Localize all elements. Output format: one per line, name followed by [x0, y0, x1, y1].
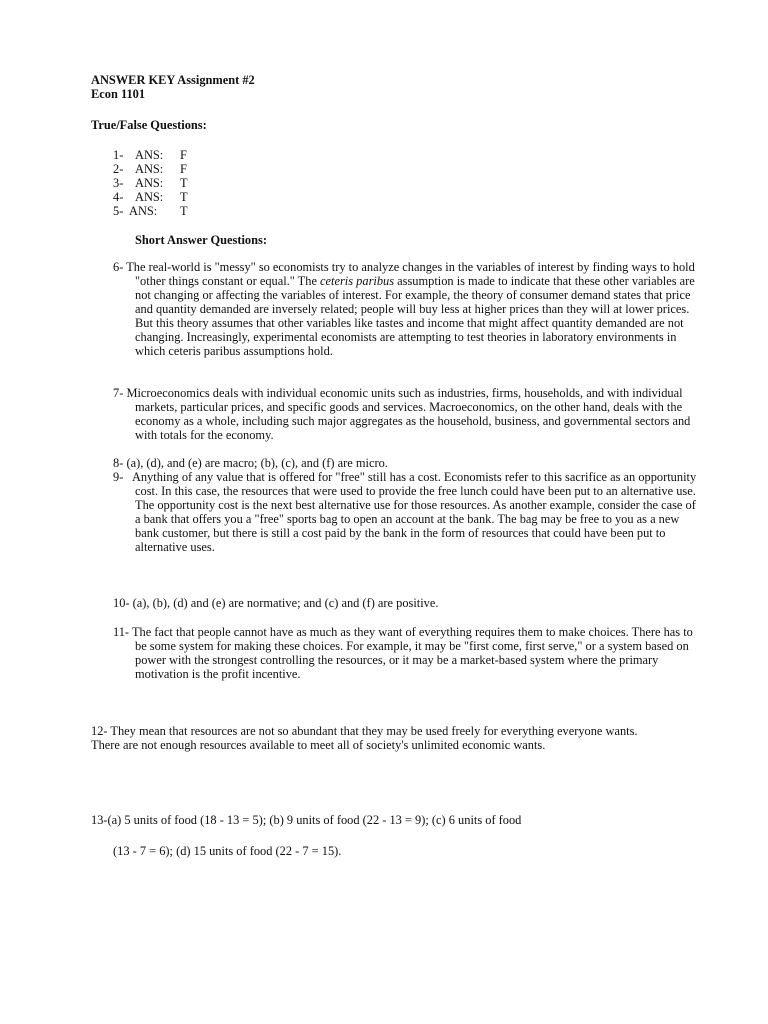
tf-answer-4: 4- ANS: T	[113, 190, 188, 204]
answer-12: 12- They mean that resources are not so abundant that they may be used freely for everything everyone wants. There are not enough resources available to meet all of society's unlimited economic wants.	[91, 724, 638, 752]
short-answer-heading: Short Answer Questions:	[135, 233, 267, 247]
course-name: Econ 1101	[91, 87, 146, 101]
tf-answer-3: 3- ANS: T	[113, 176, 188, 190]
answer-9: 9- Anything of any value that is offered for "free" still has a cost. Economists refer to this sacrifice as an opportunity cost. In this case, the resources that were used to provide the free lunch could have been put to an alternative use. The opportunity cost is the next best alternative use for those resources. As another example, consider the case of a bank that offers you a "free" sports bag to open an account at the bank. The bag may be free to you as a new bank customer, but there is still a cost paid by the bank in the form of resources that could have been put to alternative uses.	[113, 470, 697, 554]
tf-answer-5: 5- ANS: T	[113, 204, 188, 218]
answer-7: 7- Microeconomics deals with individual economic units such as industries, firms, households, and with individual markets, particular prices, and specific goods and services. Macroeconomics, on the other hand, deals with the economy as a whole, including such major aggregates as the household, business, and governmental sectors and with totals for the economy.	[113, 386, 691, 442]
true-false-heading: True/False Questions:	[91, 118, 207, 132]
answer-13-line-1: 13-(a) 5 units of food (18 - 13 = 5); (b) 9 units of food (22 - 13 = 9); (c) 6 units of food	[91, 813, 522, 827]
answer-11: 11- The fact that people cannot have as much as they want of everything requires them to make choices. There has to be some system for making these choices. For example, it may be "first come, first serve," or a system based on power with the strongest controlling the resources, or it may be a market-based system where the primary motivation is the profit incentive.	[113, 625, 693, 681]
document-title: ANSWER KEY Assignment #2	[91, 73, 255, 87]
answer-13-line-2: (13 - 7 = 6); (d) 15 units of food (22 - 7 = 15).	[113, 844, 342, 858]
tf-answer-1: 1- ANS: F	[113, 148, 187, 162]
tf-answer-2: 2- ANS: F	[113, 162, 187, 176]
answer-8: 8- (a), (d), and (e) are macro; (b), (c), and (f) are micro.	[113, 456, 388, 470]
answer-6: 6- The real-world is "messy" so economists try to analyze changes in the variables of interest by finding ways to hold "other things constant or equal." The ceteris paribus assumption is made to indicate that these other variables are not changing or affecting the variables of interest. For example, the theory of consumer demand states that price and quantity demanded are inversely related; people will buy less at higher prices than they will at lower prices. But this theory assumes that other variables like tastes and income that might affect quantity demanded are not changing. Increasingly, experimental economists are attempting to test theories in laboratory environments in which ceteris paribus assumptions hold.	[113, 260, 695, 358]
answer-10: 10- (a), (b), (d) and (e) are normative; and (c) and (f) are positive.	[113, 596, 439, 610]
